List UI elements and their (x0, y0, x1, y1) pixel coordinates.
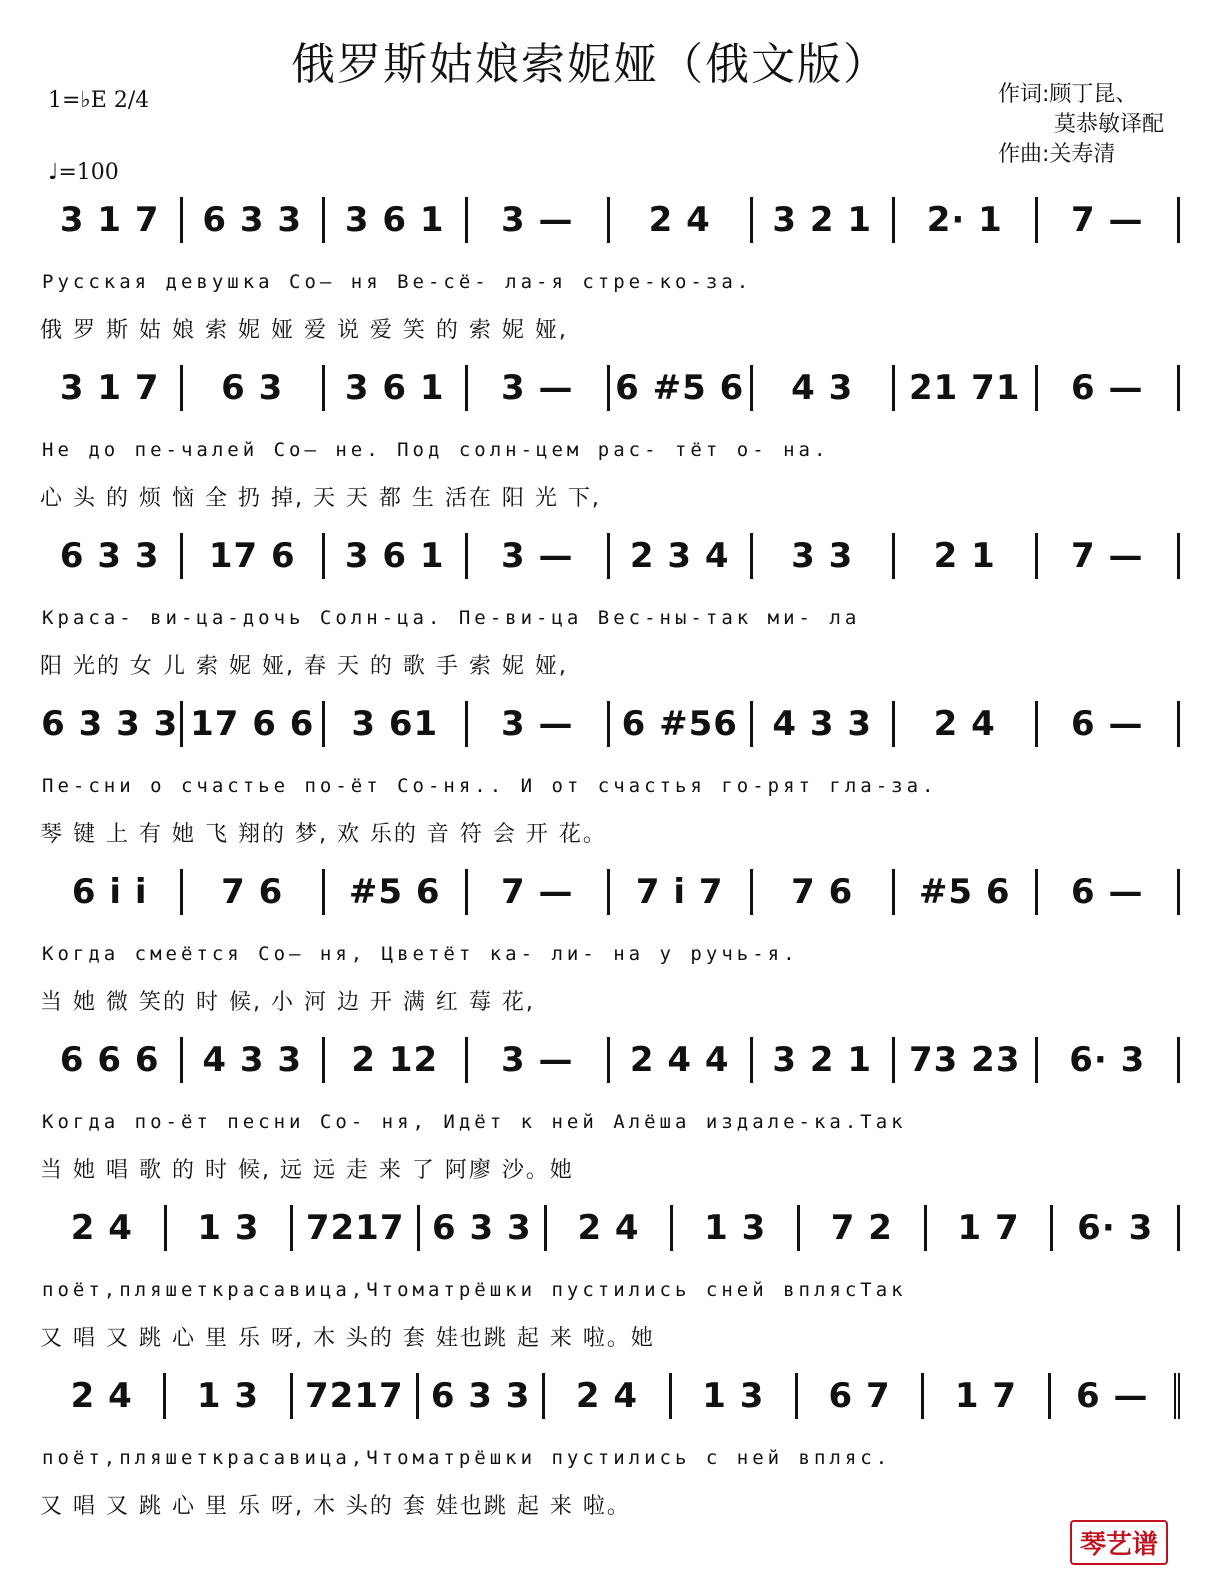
measure: 6 3 3 (183, 197, 326, 243)
notes-line (40, 867, 1180, 917)
measure: 73 23 (895, 1037, 1038, 1083)
notes-line (40, 1203, 1180, 1253)
chinese-lyrics: 心 头 的 烦 恼 全 扔 掉, 天 天 都 生 活在 阳 光 下, (40, 486, 601, 511)
measure: 7 2 (800, 1205, 927, 1251)
notes-line (40, 363, 1180, 413)
measure: 6 3 3 3 (40, 701, 183, 747)
measure: 6· 3 (1038, 1037, 1181, 1083)
measure: 6 — (1038, 869, 1181, 915)
chinese-lyrics: 阳 光的 女 儿 索 妮 娅, 春 天 的 歌 手 索 妮 娅, (40, 654, 568, 679)
measure: 2 4 (547, 1205, 674, 1251)
measure: 7217 (293, 1205, 420, 1251)
measure: 2 4 (40, 1205, 167, 1251)
measure: 7 — (1038, 197, 1181, 243)
measure: 3 6 1 (325, 197, 468, 243)
measure: 6 6 6 (40, 1037, 183, 1083)
notes-line (40, 699, 1180, 749)
measure: 1 3 (167, 1205, 294, 1251)
key-signature: 1=♭E 2/4 (48, 88, 150, 113)
measure: 4 3 3 (183, 1037, 326, 1083)
measure: 6 — (1038, 701, 1181, 747)
measure: 3 — (468, 365, 611, 411)
russian-lyrics: поёт,пляшеткрасавица,Чтоматрёшки пустились с ней впляс. (42, 1447, 892, 1469)
measure: 2 3 4 (610, 533, 753, 579)
measure: 3 — (468, 701, 611, 747)
measure: 17 6 6 (183, 701, 326, 747)
measure: 7217 (293, 1373, 419, 1419)
measure: 6 7 (798, 1373, 924, 1419)
measure: 6· 3 (1053, 1205, 1180, 1251)
measure: 7 i 7 (610, 869, 753, 915)
measure: 6 3 3 (420, 1205, 547, 1251)
measure: 6 3 3 (40, 533, 183, 579)
measure: 3 2 1 (753, 197, 896, 243)
chinese-lyrics: 琴 键 上 有 她 飞 翔的 梦, 欢 乐的 音 符 会 开 花。 (40, 822, 607, 847)
measure: 21 71 (895, 365, 1038, 411)
measure: 2 4 (40, 1373, 166, 1419)
watermark-logo: 琴艺谱 (1070, 1520, 1168, 1565)
russian-lyrics: Не до пе-чалей Со– не. Под солн-цем рас- тёт о- на. (42, 439, 830, 461)
chinese-lyrics: 又 唱 又 跳 心 里 乐 呀, 木 头的 套 娃也跳 起 来 啦。她 (40, 1326, 655, 1351)
measure: 6 — (1051, 1373, 1180, 1419)
page-title: 俄罗斯姑娘索妮娅（俄文版） (291, 39, 889, 90)
measure: 2 4 (545, 1373, 671, 1419)
measure: 2 4 4 (610, 1037, 753, 1083)
measure: 1 3 (673, 1205, 800, 1251)
russian-lyrics: Когда смеётся Со– ня, Цветёт ка- ли- на у ручь-я. (42, 943, 799, 965)
measure: 1 3 (166, 1373, 292, 1419)
measure: 7 — (1038, 533, 1181, 579)
chinese-lyrics: 俄 罗 斯 姑 娘 索 妮 娅 爱 说 爱 笑 的 索 妮 娅, (40, 318, 568, 343)
chinese-lyrics: 当 她 微 笑的 时 候, 小 河 边 开 满 红 莓 花, (40, 990, 535, 1015)
measure: #5 6 (895, 869, 1038, 915)
measure: 6 3 3 (419, 1373, 545, 1419)
composer-line: 作曲:关寿清 (998, 142, 1116, 167)
credits (998, 80, 1164, 170)
measure: 2 1 (895, 533, 1038, 579)
measure: 3 3 (753, 533, 896, 579)
measure: 6 — (1038, 365, 1181, 411)
notes-line (40, 1035, 1180, 1085)
measure: 6 #5 6 (610, 365, 753, 411)
measure: 2 4 (895, 701, 1038, 747)
measure: 6 3 (183, 365, 326, 411)
measure: 3 61 (325, 701, 468, 747)
measure: 4 3 (753, 365, 896, 411)
measure: 3 6 1 (325, 533, 468, 579)
lyricist-line-1: 作词:顾丁昆、 (998, 82, 1138, 107)
measure: 4 3 3 (753, 701, 896, 747)
measure: 1 7 (927, 1205, 1054, 1251)
measure: #5 6 (325, 869, 468, 915)
measure: 2· 1 (895, 197, 1038, 243)
measure: 3 1 7 (40, 197, 183, 243)
notes-line (40, 1371, 1180, 1421)
russian-lyrics: Пе-сни о счастье по-ёт Со-ня.. И от счастья го-рят гла-за. (42, 775, 938, 797)
measure: 3 1 7 (40, 365, 183, 411)
measure: 6 i i (40, 869, 183, 915)
measure: 3 — (468, 533, 611, 579)
measure: 7 6 (753, 869, 896, 915)
chinese-lyrics: 又 唱 又 跳 心 里 乐 呀, 木 头的 套 娃也跳 起 来 啦。 (40, 1494, 631, 1519)
notes-line (40, 531, 1180, 581)
measure: 3 — (468, 197, 611, 243)
notes-line (40, 195, 1180, 245)
lyricist-line-2: 莫恭敏译配 (1054, 112, 1165, 137)
measure: 7 — (468, 869, 611, 915)
russian-lyrics: Русская девушка Со– ня Ве-сё- ла-я стре-ко-за. (42, 271, 753, 293)
russian-lyrics: Краса- ви-ца-дочь Солн-ца. Пе-ви-ца Вес-ны-так ми- ла (42, 607, 861, 629)
measure: 6 #56 (610, 701, 753, 747)
measure: 2 12 (325, 1037, 468, 1083)
chinese-lyrics: 当 她 唱 歌 的 时 候, 远 远 走 来 了 阿廖 沙。她 (40, 1158, 574, 1183)
measure: 2 4 (610, 197, 753, 243)
russian-lyrics: Когда по-ёт песни Со- ня, Идёт к ней Алёша издале-ка.Так (42, 1111, 907, 1133)
measure: 3 2 1 (753, 1037, 896, 1083)
measure: 17 6 (183, 533, 326, 579)
russian-lyrics: поёт,пляшеткрасавица,Чтоматрёшки пустились сней вплясТак (42, 1279, 907, 1301)
measure: 7 6 (183, 869, 326, 915)
measure: 3 — (468, 1037, 611, 1083)
measure: 3 6 1 (325, 365, 468, 411)
tempo-marking: ♩=100 (48, 160, 119, 185)
measure: 1 7 (924, 1373, 1050, 1419)
measure: 1 3 (672, 1373, 798, 1419)
